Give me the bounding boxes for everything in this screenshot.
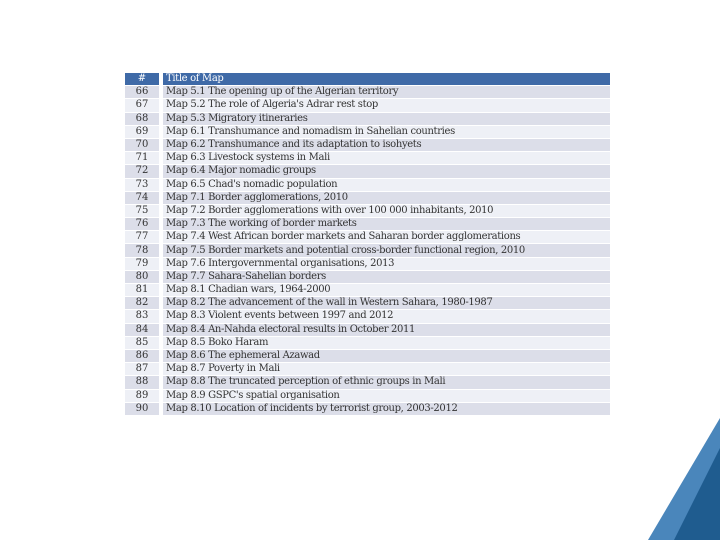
table-row xyxy=(125,205,610,217)
row-title: Map 7.1 Border agglomerations, 2010 xyxy=(163,192,610,204)
row-title: Map 8.10 Location of incidents by terrorist group, 2003-2012 xyxy=(163,403,610,415)
row-title: Map 7.6 Intergovernmental organisations, 2013 xyxy=(163,258,610,270)
corner-decoration xyxy=(640,418,720,540)
table-row xyxy=(125,376,610,388)
row-title: Map 8.5 Boko Haram xyxy=(163,337,610,349)
table-row xyxy=(125,192,610,204)
row-title: Map 6.4 Major nomadic groups xyxy=(163,165,610,177)
row-number: 90 xyxy=(125,403,159,415)
row-number: 77 xyxy=(125,231,159,243)
row-title: Map 8.3 Violent events between 1997 and 2012 xyxy=(163,310,610,322)
row-title: Map 8.8 The truncated perception of ethnic groups in Mali xyxy=(163,376,610,388)
row-title: Map 6.3 Livestock systems in Mali xyxy=(163,152,610,164)
table-row xyxy=(125,179,610,191)
table-row xyxy=(125,258,610,270)
row-title: Map 6.5 Chad's nomadic population xyxy=(163,179,610,191)
row-title: Map 5.2 The role of Algeria's Adrar rest stop xyxy=(163,99,610,111)
row-number: 74 xyxy=(125,192,159,204)
table-row xyxy=(125,139,610,151)
row-title: Map 8.6 The ephemeral Azawad xyxy=(163,350,610,362)
row-number: 68 xyxy=(125,113,159,125)
row-number: 66 xyxy=(125,86,159,98)
table-row xyxy=(125,218,610,230)
table-row xyxy=(125,152,610,164)
table-row xyxy=(125,86,610,98)
row-number: 76 xyxy=(125,218,159,230)
row-number: 75 xyxy=(125,205,159,217)
table-row xyxy=(125,403,610,415)
row-title: Map 8.7 Poverty in Mali xyxy=(163,363,610,375)
row-number: 87 xyxy=(125,363,159,375)
table-row xyxy=(125,244,610,256)
table-header-row xyxy=(125,73,610,85)
row-title: Map 5.1 The opening up of the Algerian territory xyxy=(163,86,610,98)
row-title: Map 6.1 Transhumance and nomadism in Sahelian countries xyxy=(163,126,610,138)
row-number: 80 xyxy=(125,271,159,283)
table-row xyxy=(125,350,610,362)
row-number: 84 xyxy=(125,324,159,336)
row-title: Map 8.4 An-Nahda electoral results in October 2011 xyxy=(163,324,610,336)
row-title: Map 7.5 Border markets and potential cross-border functional region, 2010 xyxy=(163,244,610,256)
row-number: 79 xyxy=(125,258,159,270)
table-body xyxy=(125,86,610,415)
table-row xyxy=(125,297,610,309)
table-row xyxy=(125,337,610,349)
table-row xyxy=(125,231,610,243)
table-row xyxy=(125,363,610,375)
table-row xyxy=(125,165,610,177)
table-row xyxy=(125,113,610,125)
row-number: 70 xyxy=(125,139,159,151)
row-number: 71 xyxy=(125,152,159,164)
row-number: 69 xyxy=(125,126,159,138)
row-number: 89 xyxy=(125,390,159,402)
row-number: 72 xyxy=(125,165,159,177)
row-number: 86 xyxy=(125,350,159,362)
header-number: # xyxy=(125,73,159,85)
row-title: Map 7.4 West African border markets and Saharan border agglomerations xyxy=(163,231,610,243)
table-row xyxy=(125,390,610,402)
row-number: 82 xyxy=(125,297,159,309)
row-number: 78 xyxy=(125,244,159,256)
row-title: Map 8.9 GSPC's spatial organisation xyxy=(163,390,610,402)
table-row xyxy=(125,99,610,111)
row-title: Map 8.2 The advancement of the wall in Western Sahara, 1980-1987 xyxy=(163,297,610,309)
map-list-table xyxy=(125,72,610,416)
row-title: Map 6.2 Transhumance and its adaptation to isohyets xyxy=(163,139,610,151)
row-number: 73 xyxy=(125,179,159,191)
row-number: 67 xyxy=(125,99,159,111)
row-title: Map 7.2 Border agglomerations with over 100 000 inhabitants, 2010 xyxy=(163,205,610,217)
row-number: 83 xyxy=(125,310,159,322)
row-title: Map 8.1 Chadian wars, 1964-2000 xyxy=(163,284,610,296)
table-row xyxy=(125,271,610,283)
table-row xyxy=(125,310,610,322)
row-title: Map 5.3 Migratory itineraries xyxy=(163,113,610,125)
row-title: Map 7.7 Sahara-Sahelian borders xyxy=(163,271,610,283)
row-number: 88 xyxy=(125,376,159,388)
row-number: 81 xyxy=(125,284,159,296)
table-row xyxy=(125,324,610,336)
table-row xyxy=(125,284,610,296)
row-number: 85 xyxy=(125,337,159,349)
header-title: Title of Map xyxy=(163,73,610,85)
table-row xyxy=(125,126,610,138)
row-title: Map 7.3 The working of border markets xyxy=(163,218,610,230)
